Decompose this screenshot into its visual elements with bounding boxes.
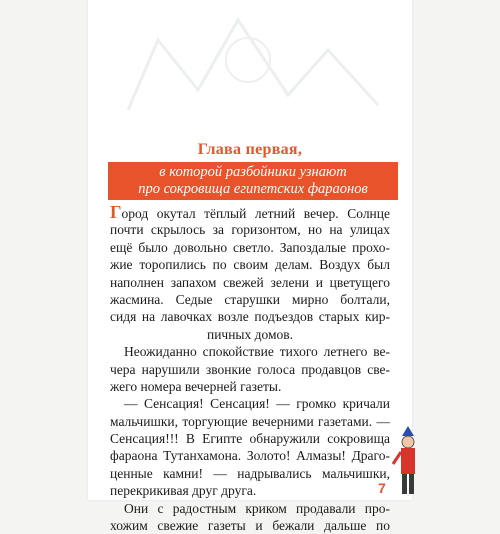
text-line: мальчишки, торгующие вечерними газетами. —: [110, 413, 390, 429]
cartoon-figure-illustration: [390, 420, 420, 500]
text-line: почти скрылось за горизонтом, но на улицах: [110, 222, 390, 238]
drop-cap: Г: [110, 202, 122, 222]
banner-line: в которой разбойники узнают: [159, 164, 347, 180]
text-line: пичных домов.: [206, 326, 294, 342]
text-line: ещё было довольно светло. Запоздалые прохо-: [110, 239, 390, 255]
faded-illustration: [88, 0, 412, 120]
text-line: жие торопились по своим делам. Воздух был: [110, 257, 390, 273]
chapter-body: [110, 204, 390, 534]
text-line: ценные камни! — надрывались мальчишки,: [110, 465, 390, 481]
text-line: жего номера вечерней газеты.: [110, 378, 282, 394]
banner-line: про сокровища египетских фараонов: [138, 181, 368, 197]
text-line: Неожиданно спокойствие тихого летнего ве-: [124, 344, 390, 360]
text-line: — Сенсация! Сенсация! — громко кричали: [124, 396, 390, 412]
chapter-subtitle-banner: [108, 162, 398, 200]
chapter-title: Глава первая,: [197, 141, 303, 158]
text-line: жасмина. Седые старушки мирно болтали,: [110, 291, 390, 307]
text-line: фараона Тутанхамона. Золото! Алмазы! Драго-: [110, 448, 390, 464]
book-page: [88, 0, 412, 534]
text-line: перекрикивая друг друга.: [110, 483, 257, 499]
text-line: хожим свежие газеты и бежали дальше по: [110, 518, 390, 534]
text-line: чера нарушили звонкие голоса продавцов све-: [110, 361, 390, 377]
text-line: наполнен запахом свежей зелени и цветущего: [110, 274, 390, 290]
text-line: сидя на лавочках возле подъездов старых кир-: [110, 309, 390, 325]
page-number: 7: [378, 480, 386, 496]
text-line: Они с радостным криком продавали про-: [124, 500, 390, 516]
text-line: Сенсация!!! В Египте обнаружили сокровища: [110, 431, 390, 447]
text-line: Город окутал тёплый летний вечер. Солнце: [110, 202, 390, 222]
